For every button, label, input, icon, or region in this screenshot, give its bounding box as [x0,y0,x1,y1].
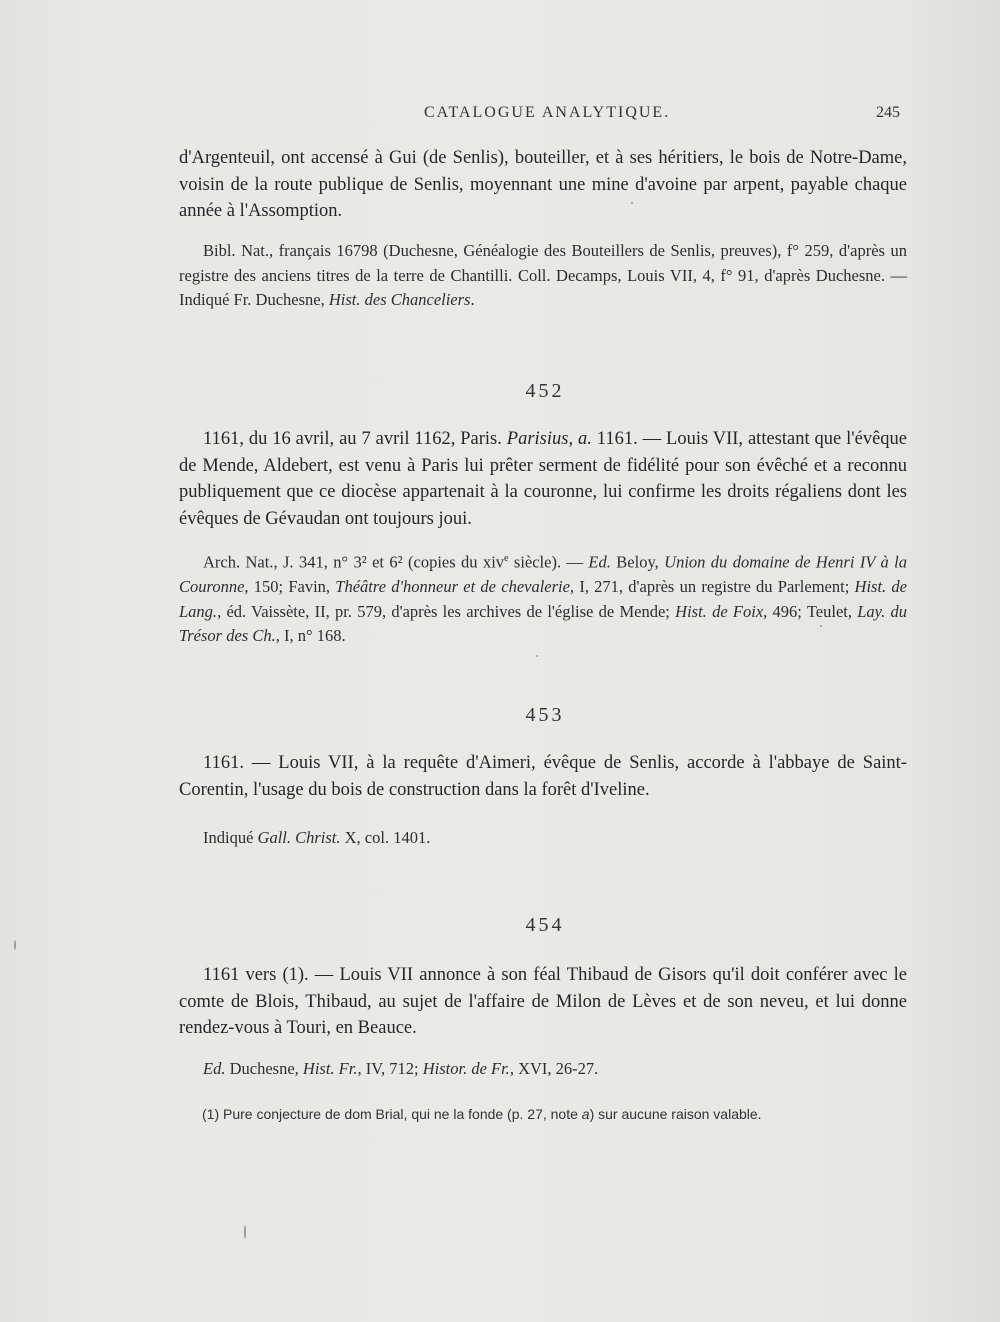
ref-text: Beloy, [610,552,665,572]
paper-speck [820,625,822,627]
footnote-text: (1) Pure conjecture de dom Brial, qui ne la fonde (p. 27, note [202,1106,582,1122]
entry-number-454: 454 [525,914,565,936]
continuation-paragraph: d'Argenteuil, ont accensé à Gui (de Senlis), bouteiller, et à ses héritiers, le bois de Notre-Dame, voisin de la route publique de Senlis, moyennant une mine d'avoine par arpent, payable chaque année à l'Assomption. [179,148,907,221]
ref-text: , français 16798 (Duchesne, Généalogie des Bouteillers de Senlis, preuves), f° 259, d'après un registre des anciens titres de la terre de Chantilli. Coll. Decamps, Louis VII, 4, f° 91, d'après Duchesne. — Indiqué Fr. Duchesne, [179,241,907,309]
entry-number-452: 452 [525,380,565,402]
ref-title: Théâtre d'honneur et de chevalerie [335,577,570,596]
ref-archive: Arch. Nat., J. 341, n° 3² et 6² (copies du xiv [203,552,505,572]
footnote [202,1104,902,1124]
ref-text: , 496; Teulet, [763,601,858,621]
entry-453-text: 1161. — Louis VII, à la requête d'Aimeri, évêque de Senlis, accorde à l'abbaye de Saint-Corentin, l'usage du bois de construction dans la forêt d'Iveline. [179,753,907,800]
ref-title: Hist. des Chanceliers [328,290,471,309]
entry-452-date: 1161, du 16 avril, au 7 avril 1162, Paris. [203,429,507,449]
ref-title: Histor. de Fr. [422,1059,510,1078]
ref-text: Indiqué [203,828,258,847]
entry-454-text: 1161 vers (1). — Louis VII annonce à son féal Thibaud de Gisors qu'il doit conférer avec le comte de Blois, Thibaud, au sujet de l'affaire de Milon de Lèves et de son neveu, et lui donne rendez-vous à Touri, en Beauce. [179,965,907,1038]
entry-number-453: 453 [525,704,565,726]
ref-text: X, col. 1401. [340,828,431,847]
entry-452-body: 1161. — Louis VII, attestant que l'évêque de Mende, Aldebert, est venu à Paris lui prêter serment de fidélité pour son évêché et a reconnu publiquement que ce diocèse appartenait à la couronne, lui confirme les droits régaliens dont les évêques de Gévaudan ont toujours joui. [179,429,907,529]
paper-speck [631,202,633,204]
ref-title: Hist. de Lang. [179,577,907,621]
ref-title: Hist. de Foix [675,601,764,621]
ref-title: Hist. Fr. [302,1059,358,1078]
page-number: 245 [876,104,900,121]
footnote-text: ) sur aucune raison valable. [589,1106,762,1122]
ref-ed: Ed. [203,1059,226,1078]
ref-text: , éd. Vaissète, II, pr. 579, d'après les archives de l'église de Mende; [217,601,676,621]
paper-speck [536,655,538,657]
ref-text: , 150; Favin, [244,577,336,596]
ref-text: siècle). — [508,552,589,572]
entry-454-references [179,1057,907,1082]
ref-text: , I, n° 168. [275,626,346,645]
entry-452-references [179,547,907,649]
ref-superscript: e [504,553,509,564]
ref-archive: Bibl. Nat. [203,241,270,260]
ref-text: , XVI, 26-27. [509,1059,599,1078]
footnote-note-letter: a [581,1106,590,1122]
ref-ed: Ed. [588,552,611,572]
paper-speck [14,940,16,950]
ref-text: , IV, 712; [357,1059,423,1078]
entry-452-place: Parisius, a. [506,429,592,449]
paper-speck [244,1225,246,1239]
ref-text: Duchesne, [225,1059,303,1078]
ref-end: . [470,290,475,309]
entry-452-text [179,426,907,532]
running-title: CATALOGUE ANALYTIQUE. [424,104,671,121]
continuation-references [179,239,907,313]
ref-title: Lay. du Trésor des Ch. [179,601,907,645]
entry-453-references [179,826,907,851]
ref-text: , I, 271, d'après un registre du Parlement; [569,577,855,596]
ref-title: Union du domaine de Henri IV à la Couronne [179,552,907,596]
ref-title: Gall. Christ. [257,828,341,847]
page-header [0,104,1000,128]
